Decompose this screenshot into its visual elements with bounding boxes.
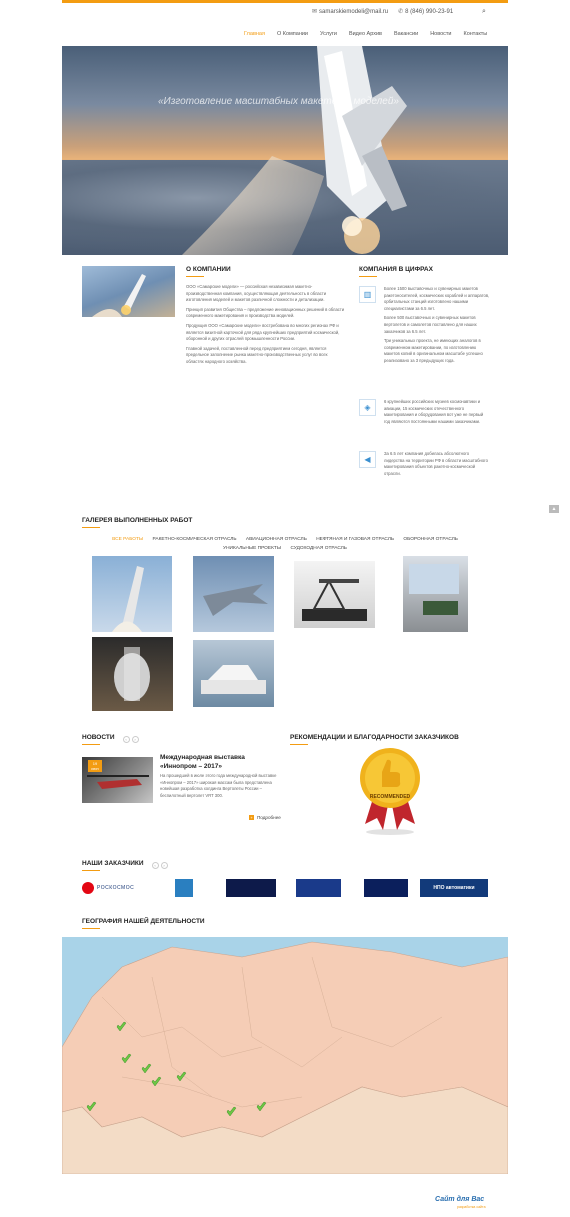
developer-logo[interactable]: Сайт для Вас — [435, 1196, 485, 1203]
next-arrow-icon[interactable]: › — [132, 736, 139, 743]
nav-item-video[interactable]: Видео Архив — [348, 31, 382, 37]
gallery-item-station[interactable] — [92, 637, 173, 711]
top-accent-line — [62, 0, 508, 3]
figure-block — [359, 286, 490, 368]
developer-sub: разработка сайта — [457, 1205, 486, 1209]
defense-model-image — [403, 556, 468, 632]
ship-model-image — [193, 640, 274, 707]
filter-defense[interactable]: ОБОРОННАЯ ОТРАСЛЬ — [403, 537, 458, 542]
figure-text: Более 500 выставочных и сувенирных макетов вертолетов и самолетов поставлено для наших заказчиков за 6.5 лет. — [384, 315, 477, 334]
nav-item-contacts[interactable]: Контакты — [463, 31, 488, 37]
recommended-medal-icon[interactable] — [357, 742, 427, 837]
bar-chart-icon: ▥ — [359, 286, 376, 303]
news-headline[interactable]: Международная выставка «Иннопром – 2017» — [160, 754, 245, 770]
phone-icon: ✆ — [398, 9, 404, 15]
customer-logo-4[interactable] — [296, 879, 341, 897]
customer-logo-3[interactable] — [226, 879, 276, 897]
phone-link[interactable] — [398, 8, 453, 15]
news-section-heading — [82, 734, 139, 745]
main-nav — [244, 31, 487, 37]
news-date-day: 19 — [92, 761, 98, 766]
hero-banner — [62, 46, 508, 255]
jet-model-image — [193, 556, 274, 632]
title-underline — [82, 928, 100, 929]
title-underline — [186, 276, 204, 277]
news-more-link[interactable] — [249, 815, 281, 820]
title-underline — [359, 276, 377, 277]
filter-oil-gas[interactable]: НЕФТЯНАЯ И ГАЗОВАЯ ОТРАСЛЬ — [316, 537, 395, 542]
about-paragraph: Продукция ООО «Самарские модели» востребована во многих регионах РФ и является визитной карточкой для ряда крупнейших предприятий космической, оборонной и других отраслей промышленности России. — [186, 322, 340, 342]
gallery-title: ГАЛЕРЕЯ ВЫПОЛНЕННЫХ РАБОТ — [82, 517, 193, 524]
title-underline — [82, 744, 100, 745]
title-underline — [82, 527, 100, 528]
customer-logo-text: НПО автоматики — [433, 885, 475, 891]
about-section-heading — [186, 266, 231, 277]
prev-arrow-icon[interactable]: ‹ — [152, 862, 159, 869]
gallery-filters — [62, 536, 508, 553]
roscosmos-emblem-icon — [82, 882, 94, 894]
customers-section-heading — [82, 860, 168, 871]
shuttle-illustration — [62, 46, 508, 255]
customer-logo-2[interactable] — [175, 879, 193, 897]
diamond-icon: ◈ — [359, 399, 376, 416]
nav-item-home[interactable]: Главная — [244, 31, 265, 37]
news-more-label: Подробнее — [257, 815, 281, 820]
customer-logo-text: РОСКОСМОС — [97, 885, 135, 891]
figure-text: 6 крупнейших российских музеев космонавтики и авиации, 15 космических отечественного макетирования и оборудования вот уже не первый год являются постоянными нашими заказчиками. — [384, 399, 484, 424]
about-title: О КОМПАНИИ — [186, 266, 231, 273]
recommendations-title: РЕКОМЕНДАЦИИ И БЛАГОДАРНОСТИ ЗАКАЗЧИКОВ — [290, 734, 459, 741]
gallery-item-defense[interactable] — [403, 556, 468, 632]
hero-tagline: «Изготовление масштабных макетов и моделей» — [158, 96, 399, 107]
gallery-item-oil-pump[interactable] — [294, 561, 375, 628]
figures-title: КОМПАНИЯ В ЦИФРАХ — [359, 266, 433, 273]
russia-map[interactable] — [62, 937, 508, 1174]
news-date-month: июн — [91, 766, 99, 771]
nav-item-about[interactable]: О Компании — [276, 31, 309, 37]
nav-item-news[interactable]: Новости — [430, 31, 452, 37]
customers-title: НАШИ ЗАКАЗЧИКИ — [82, 860, 144, 867]
figures-section-heading — [359, 266, 433, 277]
news-date-badge — [88, 760, 102, 772]
email-text: samarskiemodeli@mail.ru — [319, 9, 389, 15]
news-pager — [123, 736, 139, 743]
header-contacts — [312, 8, 453, 15]
phone-text: 8 (846) 990-23-91 — [405, 9, 454, 15]
about-rocket-image — [82, 266, 175, 317]
title-underline — [82, 870, 100, 871]
rocket-launch-image — [82, 266, 175, 317]
filter-shipping[interactable]: СУДОХОДНАЯ ОТРАСЛЬ — [290, 545, 347, 551]
figure-block — [359, 451, 490, 480]
envelope-icon: ✉ — [312, 9, 318, 15]
filter-all[interactable]: ВСЕ РАБОТЫ — [112, 537, 144, 542]
medal-label: RECOMMENDED — [369, 794, 411, 800]
geography-section-heading — [82, 918, 205, 929]
plus-icon: + — [250, 815, 253, 820]
about-paragraph: Принцип развития Общества – предложение инновационных решений в области современного макетирования и производства моделей. — [186, 306, 345, 319]
about-text — [186, 284, 346, 369]
geo-title: ГЕОГРАФИЯ НАШЕЙ ДЕЯТЕЛЬНОСТИ — [82, 918, 205, 925]
filter-space[interactable]: РАКЕТНО-КОСМИЧЕСКАЯ ОТРАСЛЬ — [152, 537, 237, 542]
figure-text: За 6.5 лет компания добилась абсолютного лидерства на территории РФ в области масштабного макетирования объектов ракетно-космической отрасли. — [384, 451, 488, 476]
gallery-item-jet[interactable] — [193, 556, 274, 632]
rocket-model-image — [92, 556, 172, 632]
about-paragraph: ООО «Самарские модели» — российская независимая макетно-производственная компания, осуществляющая деятельность в области изготовления моделей и макетов различной сложности и детализации. — [186, 284, 327, 303]
oil-pump-model-image — [294, 561, 375, 628]
customers-pager — [152, 862, 168, 869]
map-image — [62, 937, 508, 1174]
nav-item-services[interactable]: Услуги — [320, 31, 337, 37]
gallery-section-heading — [82, 517, 192, 528]
nav-item-vacancies[interactable]: Вакансии — [393, 31, 419, 37]
next-arrow-icon[interactable]: › — [161, 862, 168, 869]
scroll-to-top-button[interactable]: ▲ — [549, 505, 559, 513]
about-paragraph: Главной задачей, поставленной перед предприятием сегодня, является предельное заполнение рынка макетно-производственных услуг во всех областях народного хозяйства. — [186, 345, 328, 364]
email-link[interactable] — [312, 8, 388, 15]
figure-text: Три уникальных проекта, не имеющих аналогов в современном макетировании, по изготовлению макетов копий в оригинальном масштабе успешно реализовано за 3 предыдущих года. — [384, 338, 483, 363]
filter-unique[interactable]: УНИКАЛЬНЫЕ ПРОЕКТЫ — [223, 545, 282, 551]
title-underline — [290, 744, 308, 745]
search-icon[interactable]: ⌕ — [482, 8, 486, 15]
news-title: НОВОСТИ — [82, 734, 115, 741]
figure-text: Более 1500 выставочных и сувенирных макетов ракетоносителей, космических кораблей и аппаратов, орбитальных станций изготовлено нашими специалистами за 6.5 лет. — [384, 286, 490, 311]
station-model-image — [92, 637, 173, 711]
gallery-item-rocket[interactable] — [92, 556, 172, 632]
news-excerpt: На прошедшей в июле этого года международной выставке «Иннопром – 2017» широкая массам была представлена новейшая разработка холдинга Вертолеты России – беспилотный вертолет VRT 300. — [160, 773, 277, 798]
filter-aviation[interactable]: АВИАЦИОННАЯ ОТРАСЛЬ — [245, 537, 307, 542]
prev-arrow-icon[interactable]: ‹ — [123, 736, 130, 743]
customer-logo-roscosmos[interactable] — [82, 879, 152, 897]
customer-logo-npo[interactable] — [420, 879, 488, 897]
customer-logo-5[interactable] — [364, 879, 408, 897]
megaphone-icon: ◀ — [359, 451, 376, 468]
figure-block — [359, 399, 490, 428]
gallery-item-ship[interactable] — [193, 640, 274, 707]
